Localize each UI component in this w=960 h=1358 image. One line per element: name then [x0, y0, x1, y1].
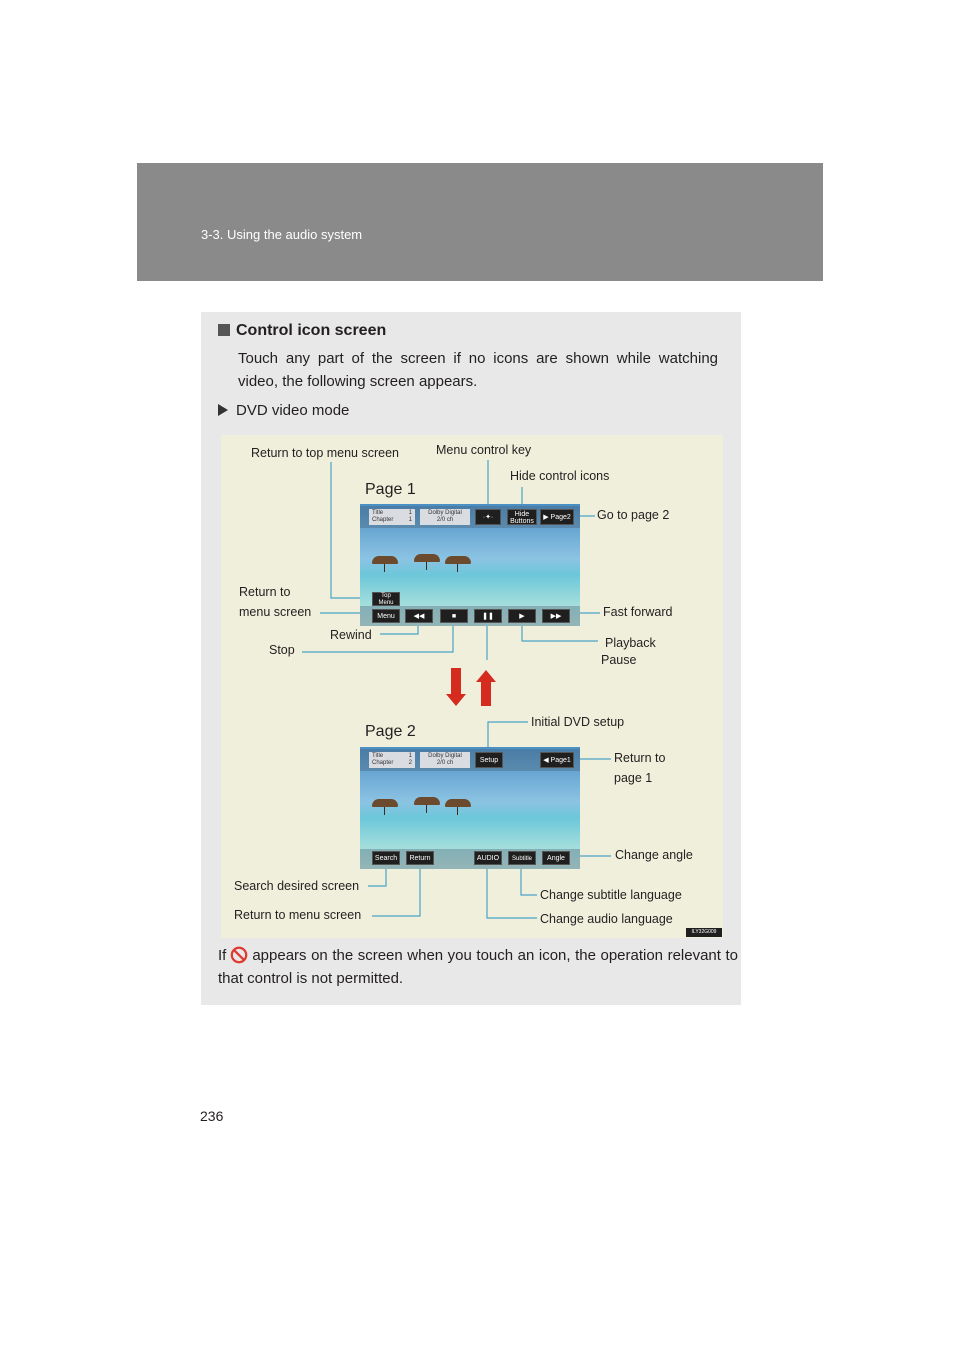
label-playback: Playback: [605, 636, 656, 650]
setup-button[interactable]: Setup: [475, 752, 503, 768]
rewind-button[interactable]: ◀◀: [405, 609, 433, 623]
audio-format-info: [420, 752, 470, 768]
label-go-to-page-2: Go to page 2: [597, 508, 670, 522]
chapter-label: Chapter: [372, 517, 394, 523]
dvd-screen-page1: [360, 504, 580, 626]
title-value: 1: [408, 510, 412, 516]
footer-before: If: [218, 947, 227, 964]
audio-format-info: [420, 509, 470, 525]
title-chapter-info: [369, 509, 415, 525]
label-return-page1-1: Return to: [614, 751, 666, 765]
title-chapter-info: [369, 752, 415, 768]
page-number: 236: [200, 1108, 224, 1124]
label-fast-forward: Fast forward: [603, 605, 673, 619]
leader-audio: [487, 866, 537, 918]
fast-forward-button[interactable]: ▶▶: [542, 609, 570, 623]
audio-button[interactable]: AUDIO: [474, 851, 502, 865]
label-initial-dvd-setup: Initial DVD setup: [531, 715, 625, 729]
footer-after: appears on the screen when you touch an icon, the operation relevant to that control is not permitted.: [218, 947, 738, 987]
stop-button[interactable]: ■: [440, 609, 468, 623]
chapter-label: Chapter: [372, 760, 394, 766]
no-entry-icon: [230, 946, 248, 964]
leader-search: [368, 866, 386, 886]
chapter-value: 1: [408, 517, 412, 523]
return-button[interactable]: Return: [406, 851, 434, 865]
menu-control-key-button[interactable]: ·✦·: [475, 509, 501, 525]
intro-paragraph: Touch any part of the screen if no icons are shown while watching video, the following screen appears.: [238, 350, 718, 390]
top-menu-button[interactable]: Top Menu: [372, 592, 400, 606]
label-return-page1-2: page 1: [614, 771, 653, 785]
chapter-value: 2: [408, 760, 412, 766]
title-value: 1: [408, 753, 412, 759]
angle-button[interactable]: Angle: [542, 851, 570, 865]
page1-title: Page 1: [365, 481, 416, 498]
label-change-subtitle: Change subtitle language: [540, 888, 682, 902]
footer-note: [218, 944, 738, 990]
go-page2-button[interactable]: ▶ Page2: [540, 509, 574, 525]
play-button[interactable]: ▶: [508, 609, 536, 623]
leader-return: [372, 866, 420, 916]
label-menu-control-key: Menu control key: [436, 443, 532, 457]
section-title: 3-3. Using the audio system: [201, 227, 363, 242]
subtitle-button[interactable]: Subtitle: [508, 851, 536, 865]
label-return-to-menu-1: Return to: [239, 585, 291, 599]
page2-title: Page 2: [365, 723, 416, 740]
page-switch-arrows: [446, 668, 496, 706]
hut-3: [445, 556, 471, 564]
hide-line1: Hide: [514, 511, 530, 518]
audio-channels: 2/0 ch: [436, 760, 454, 766]
label-hide-control-icons: Hide control icons: [510, 469, 610, 483]
label-return-to-menu-2: menu screen: [239, 605, 312, 619]
audio-format: Dolby Digital: [428, 753, 462, 759]
hut-1: [372, 799, 398, 807]
label-return-menu-screen: Return to menu screen: [234, 908, 362, 922]
mode-text: DVD video mode: [236, 402, 350, 419]
hut-1: [372, 556, 398, 564]
return-page1-button[interactable]: ◀ Page1: [540, 752, 574, 768]
label-rewind: Rewind: [330, 628, 372, 642]
pause-button[interactable]: ❚❚: [474, 609, 502, 623]
hut-2: [414, 797, 440, 805]
label-change-audio: Change audio language: [540, 912, 673, 926]
hut-2: [414, 554, 440, 562]
leader-subtitle: [521, 866, 537, 895]
menu-button[interactable]: Menu: [372, 609, 400, 623]
hide-line2: Buttons: [510, 518, 534, 525]
title-label: Title: [372, 510, 384, 516]
figure-code: ILY32G009: [686, 928, 722, 937]
label-search-desired: Search desired screen: [234, 879, 360, 893]
hide-buttons-button[interactable]: [507, 509, 537, 525]
hut-3: [445, 799, 471, 807]
search-button[interactable]: Search: [372, 851, 400, 865]
label-return-top-menu: Return to top menu screen: [251, 446, 399, 460]
label-pause: Pause: [601, 653, 637, 667]
label-change-angle: Change angle: [615, 848, 693, 862]
audio-format: Dolby Digital: [428, 510, 462, 516]
label-stop: Stop: [269, 643, 295, 657]
title-label: Title: [372, 753, 384, 759]
dvd-screen-page2: [360, 747, 580, 869]
heading-text: Control icon screen: [236, 322, 387, 339]
audio-channels: 2/0 ch: [436, 517, 454, 523]
